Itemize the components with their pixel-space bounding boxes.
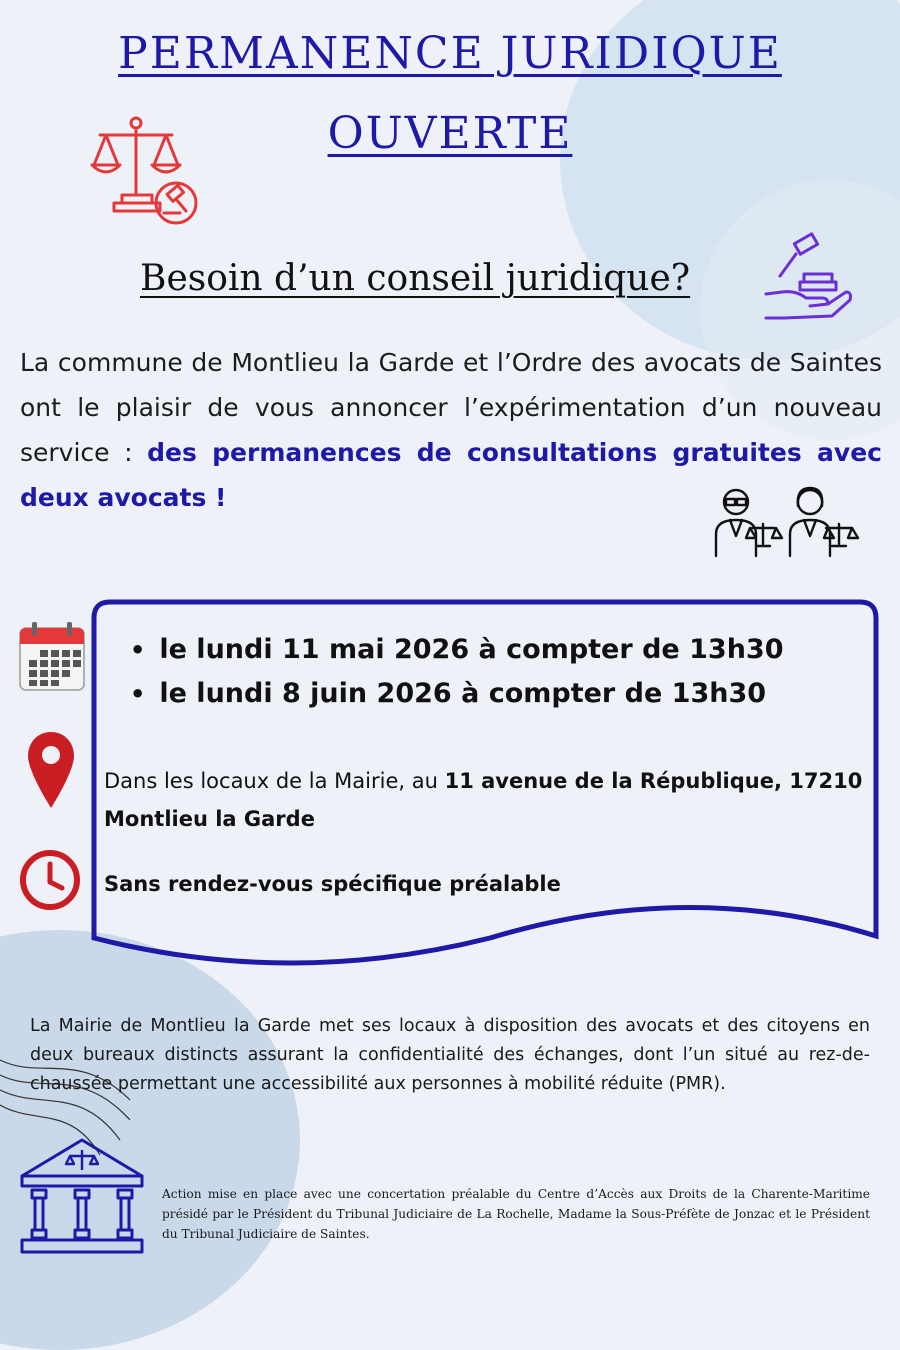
date-item: • le lundi 8 juin 2026 à compter de 13h30	[130, 672, 784, 716]
scales-gavel-icon	[88, 115, 203, 225]
footer-note: Action mise en place avec une concertation préalable du Centre d’Accès aux Droits de la Charente-Maritime présidé par le Président du Tribunal Judiciaire de La Rochelle, Madame la Sous-Préfète de Jonzac et le Président du Tribunal Judiciaire de Saintes.	[162, 1187, 870, 1241]
clock-icon	[18, 848, 82, 912]
address-prefix: Dans les locaux de la Mairie, au	[104, 769, 445, 793]
page-title-line2: OUVERTE	[327, 108, 573, 159]
calendar-icon	[18, 620, 86, 692]
date-list	[130, 628, 784, 716]
subtitle: Besoin d’un conseil juridique?	[140, 258, 691, 299]
accessibility-note: La Mairie de Montlieu la Garde met ses locaux à disposition des avocats et des citoyens en deux bureaux distincts assurant la confidentialité des échanges, dont l’un situé au rez-de-chaussée permettant une accessibilité aux personnes à mobilité réduite (PMR).	[30, 1016, 870, 1094]
hand-gavel-icon	[762, 232, 854, 324]
address	[104, 762, 864, 838]
lawyers-icon	[712, 484, 860, 560]
intro-highlight: des permanences de consultations gratuites avec deux avocats !	[20, 438, 882, 512]
page-title-line1: PERMANENCE JURIDIQUE	[118, 28, 782, 79]
courthouse-icon	[18, 1136, 146, 1256]
intro-text: La commune de Montlieu la Garde et l’Ordre des avocats de Saintes ont le plaisir de vous annoncer l’expérimentation d’un nouveau service :	[20, 348, 882, 467]
date-item: • le lundi 11 mai 2026 à compter de 13h30	[130, 628, 784, 672]
location-pin-icon	[26, 730, 76, 810]
appointment-note: Sans rendez-vous spécifique préalable	[104, 872, 561, 896]
address-bold: 11 avenue de la République, 17210 Montlieu la Garde	[104, 769, 863, 831]
